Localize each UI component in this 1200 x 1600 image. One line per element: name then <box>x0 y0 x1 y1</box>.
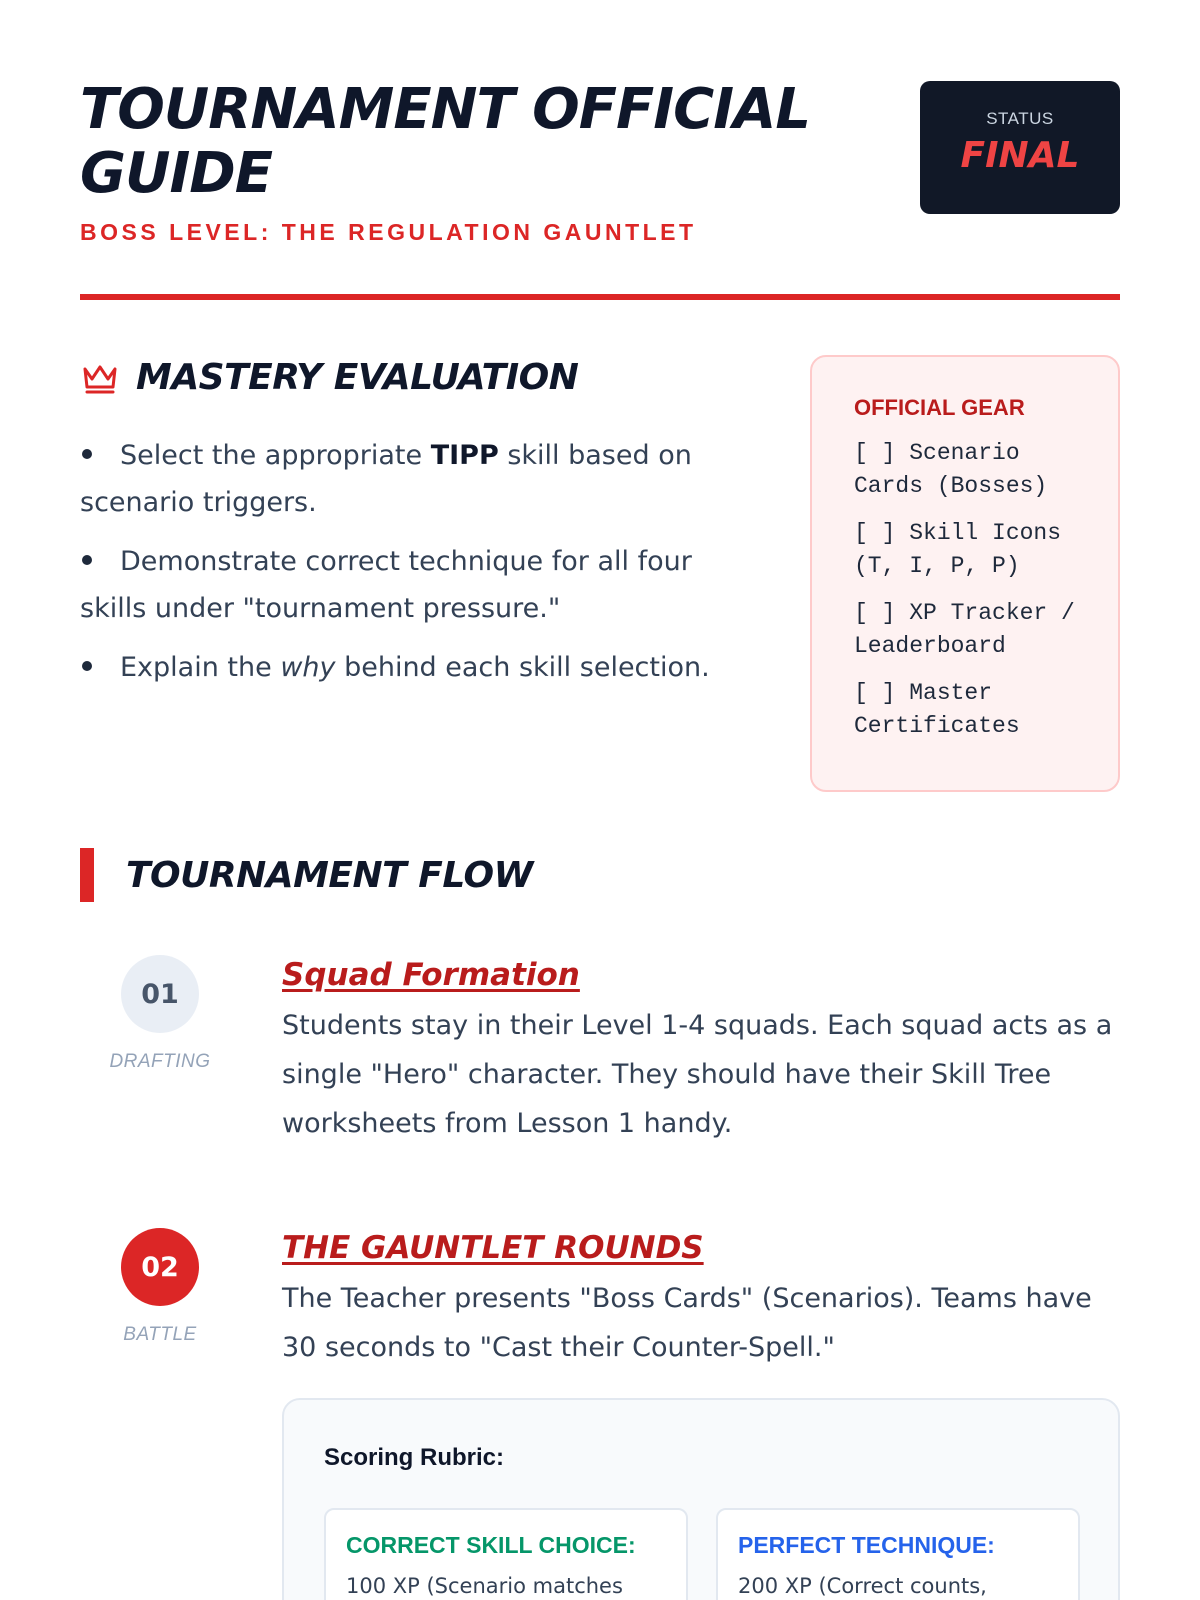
page-title: TOURNAMENT OFFICIAL GUIDE <box>80 77 811 206</box>
list-item: Demonstrate correct technique for all four skills under "tournament pressure." <box>80 546 692 624</box>
gear-title: OFFICIAL GEAR <box>854 395 1025 420</box>
bullet-dot <box>82 449 92 459</box>
flow-accent-bar <box>80 848 94 902</box>
list-item: Explain the why behind each skill selection. <box>80 644 740 691</box>
rubric-card <box>716 1508 1080 1600</box>
step-title: THE GAUNTLET ROUNDS <box>282 1230 704 1266</box>
rubric-card <box>324 1508 688 1600</box>
rubric-card-text: 200 XP (Correct counts, <box>738 1574 987 1598</box>
gear-item: [ ] XP Tracker / Leaderboard <box>854 600 1075 659</box>
bullet-dot <box>82 555 92 565</box>
scoring-rubric <box>282 1398 1120 1600</box>
step-number-badge: 02 <box>121 1228 199 1306</box>
flow-title: TOURNAMENT FLOW <box>126 854 533 896</box>
gear-item: [ ] Master Certificates <box>854 680 1020 739</box>
mastery-title: MASTERY EVALUATION <box>136 357 579 398</box>
status-label: STATUS <box>986 109 1054 128</box>
rubric-title: Scoring Rubric: <box>324 1444 505 1471</box>
step-number-badge: 01 <box>121 955 199 1033</box>
step-tag: DRAFTING <box>109 1051 211 1072</box>
step-title: Squad Formation <box>282 957 580 993</box>
rubric-card-label: CORRECT SKILL CHOICE: <box>346 1532 636 1558</box>
rubric-card-text: 100 XP (Scenario matches <box>346 1574 623 1598</box>
status-badge <box>920 81 1120 214</box>
step-body: Students stay in their Level 1-4 squads. Each squad acts as a single "Hero" character. They should have their Skill Tree worksheets from Lesson 1 handy. <box>282 1010 1113 1139</box>
gear-item: [ ] Skill Icons (T, I, P, P) <box>854 520 1062 579</box>
mastery-list <box>80 432 740 703</box>
mastery-heading <box>80 357 578 398</box>
step-tag: BATTLE <box>123 1324 197 1345</box>
bullet-dot <box>82 661 92 671</box>
header-divider <box>80 294 1120 300</box>
rubric-card-label: PERFECT TECHNIQUE: <box>738 1532 995 1558</box>
page-subtitle: BOSS LEVEL: THE REGULATION GAUNTLET <box>80 219 697 245</box>
flow-heading <box>80 848 533 902</box>
status-value: FINAL <box>960 135 1080 176</box>
official-gear-box <box>810 355 1120 792</box>
crown-icon <box>80 361 120 395</box>
list-item: Select the appropriate TIPP skill based on scenario triggers. <box>80 440 692 518</box>
step-body: The Teacher presents "Boss Cards" (Scenarios). Teams have 30 seconds to "Cast their Counter-Spell." <box>282 1283 1092 1363</box>
gear-item: [ ] Scenario Cards (Bosses) <box>854 440 1048 499</box>
